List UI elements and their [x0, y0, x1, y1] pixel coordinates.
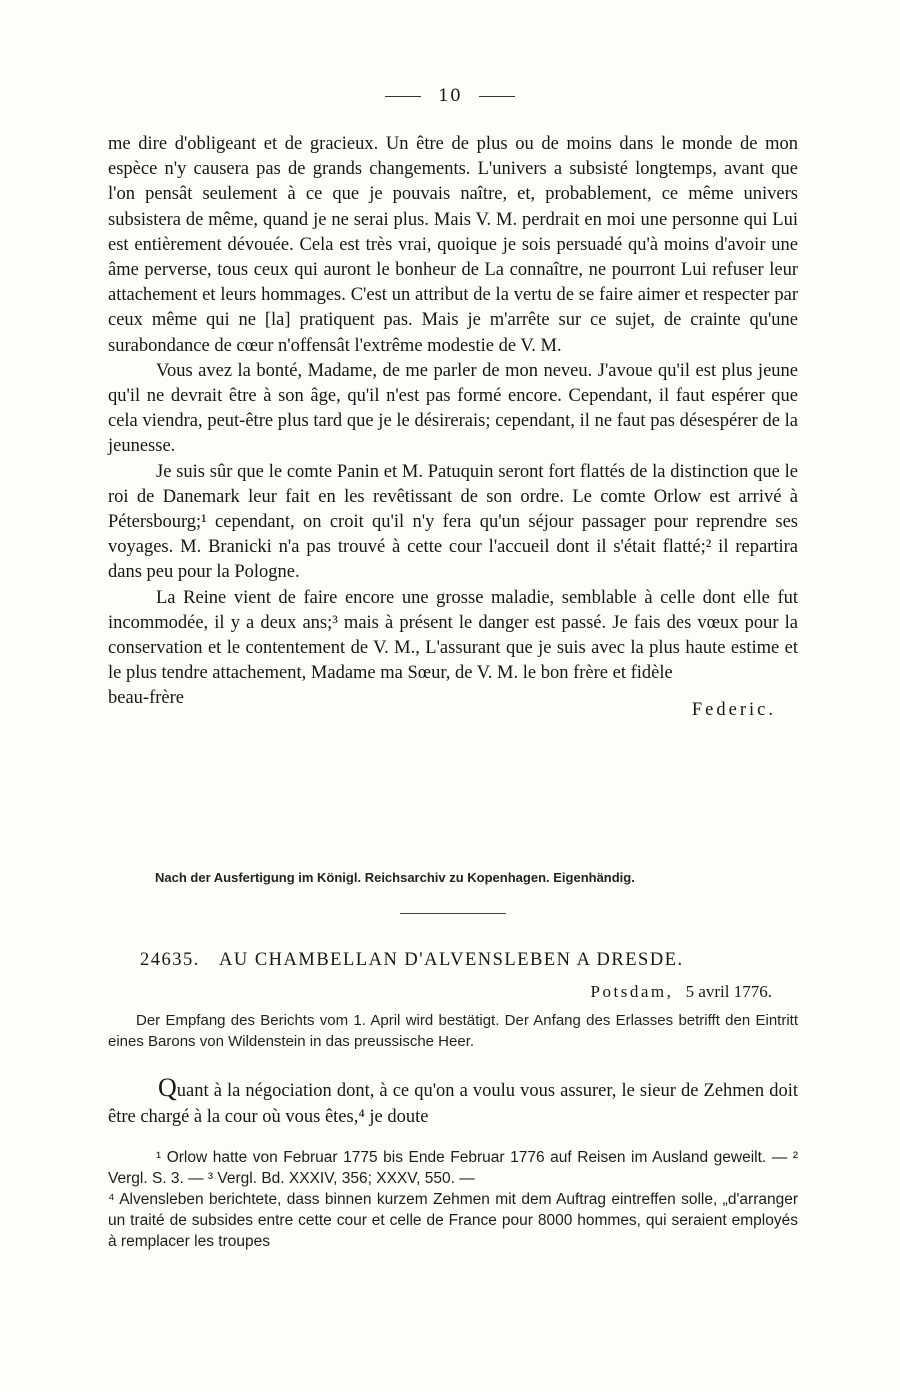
source-note: Nach der Ausfertigung im Königl. Reichsarchiv zu Kopenhagen. Eigenhändig. — [155, 870, 635, 885]
footnotes — [108, 1147, 798, 1252]
letter-opening-text: uant à la négociation dont, à ce qu'on a voulu vous assurer, le sieur de Zehmen doit être chargé à la cour où vous êtes,⁴ je doute — [108, 1081, 798, 1127]
footnote: ¹ Orlow hatte von Februar 1775 bis Ende Februar 1776 auf Reisen im Ausland geweilt. — ² Vergl. S. 3. — ³ Vergl. Bd. XXXIV, 356; XXXV, 550. — — [108, 1149, 798, 1187]
signature: Federic. — [691, 700, 776, 721]
initial-letter: Q — [158, 1073, 177, 1102]
paragraph: me dire d'obligeant et de gracieux. Un être de plus ou de moins dans le monde de mon espèce n'y causera pas de grands changements. L'univers a subsisté longtemps, avant que l'on pensât seulement à ce que je pouvais naître, et, probablement, ce même univers subsistera de même, quand je ne serai plus. Mais V. M. perdrait en moi une personne qui Lui est entièrement dévouée. Cela est très vrai, quoique je sois persuadé qu'à moins d'avoir une âme perverse, tous ceux qui auront le bonheur de La connaître, ne pourront Lui refuser leur attachement et leurs hommages. C'est un attribut de la vertu de se faire aimer et respecter par ceux même qui ne [la] pratiquent pas. Mais je m'arrête sur ce sujet, de crainte qu'une surabondance de cœur n'offensât l'extrême modestie de V. M. — [108, 134, 798, 356]
section-divider — [400, 913, 506, 914]
closing-block — [108, 686, 798, 721]
paragraph: Je suis sûr que le comte Panin et M. Patuquin seront fort flattés de la distinction que le roi de Danemark leur fait en les revêtissant de son ordre. Le comte Orlow est arrivé à Pétersbourg;¹ cependant, on croit qu'il n'y fera qu'un séjour passager pour reprendre ses voyages. M. Branicki n'a pas trouvé à cette cour l'accueil dont il s'était flatté;² il repartira dans peu pour la Pologne. — [108, 461, 798, 583]
closing-text: beau-frère — [108, 688, 184, 709]
page-header — [0, 86, 900, 106]
letter-summary: Der Empfang des Berichts vom 1. April wird bestätigt. Der Anfang des Erlasses betrifft den Eintritt eines Barons von Wildenstein in das preussische Heer. — [108, 1012, 798, 1050]
dateline-date: 5 avril 1776. — [685, 982, 772, 1001]
letter-number: 24635. — [140, 950, 200, 970]
letter-heading — [140, 950, 800, 971]
dateline-place: Potsdam, — [590, 982, 674, 1001]
letter-title: AU CHAMBELLAN D'ALVENSLEBEN A DRESDE. — [218, 950, 684, 970]
paragraph: Vous avez la bonté, Madame, de me parler de mon neveu. J'avoue qu'il est plus jeune qu'il ne devrait être à son âge, qu'il n'est pas formé encore. Cependant, il faut espérer que cela viendra, peut-être plus tard que je le désirerais; cependant, il ne faut pas désespérer de la jeunesse. — [108, 360, 798, 457]
paragraph: La Reine vient de faire encore une grosse maladie, semblable à celle dont elle fut incommodée, il y a deux ans;³ mais à présent le danger est passé. Je fais des vœux pour la conservation et le contentement de V. M., L'assurant que je suis avec la plus haute estime et le plus tendre attachement, Madame ma Sœur, de V. M. le bon frère et fidèle — [108, 587, 798, 684]
header-rule-right — [479, 96, 515, 97]
footnote: ⁴ Alvensleben berichtete, dass binnen kurzem Zehmen mit dem Auftrag eintreffen solle, „d'arranger un traité de subsides entre cette cour et celle de France pour 8000 hommes, qui seraient employés à remplacer les troupes — [108, 1191, 798, 1250]
page-number: 10 — [438, 86, 462, 106]
header-rule-left — [385, 96, 421, 97]
dateline — [108, 982, 772, 1002]
letter-body — [108, 132, 798, 721]
letter-opening — [108, 1075, 798, 1130]
